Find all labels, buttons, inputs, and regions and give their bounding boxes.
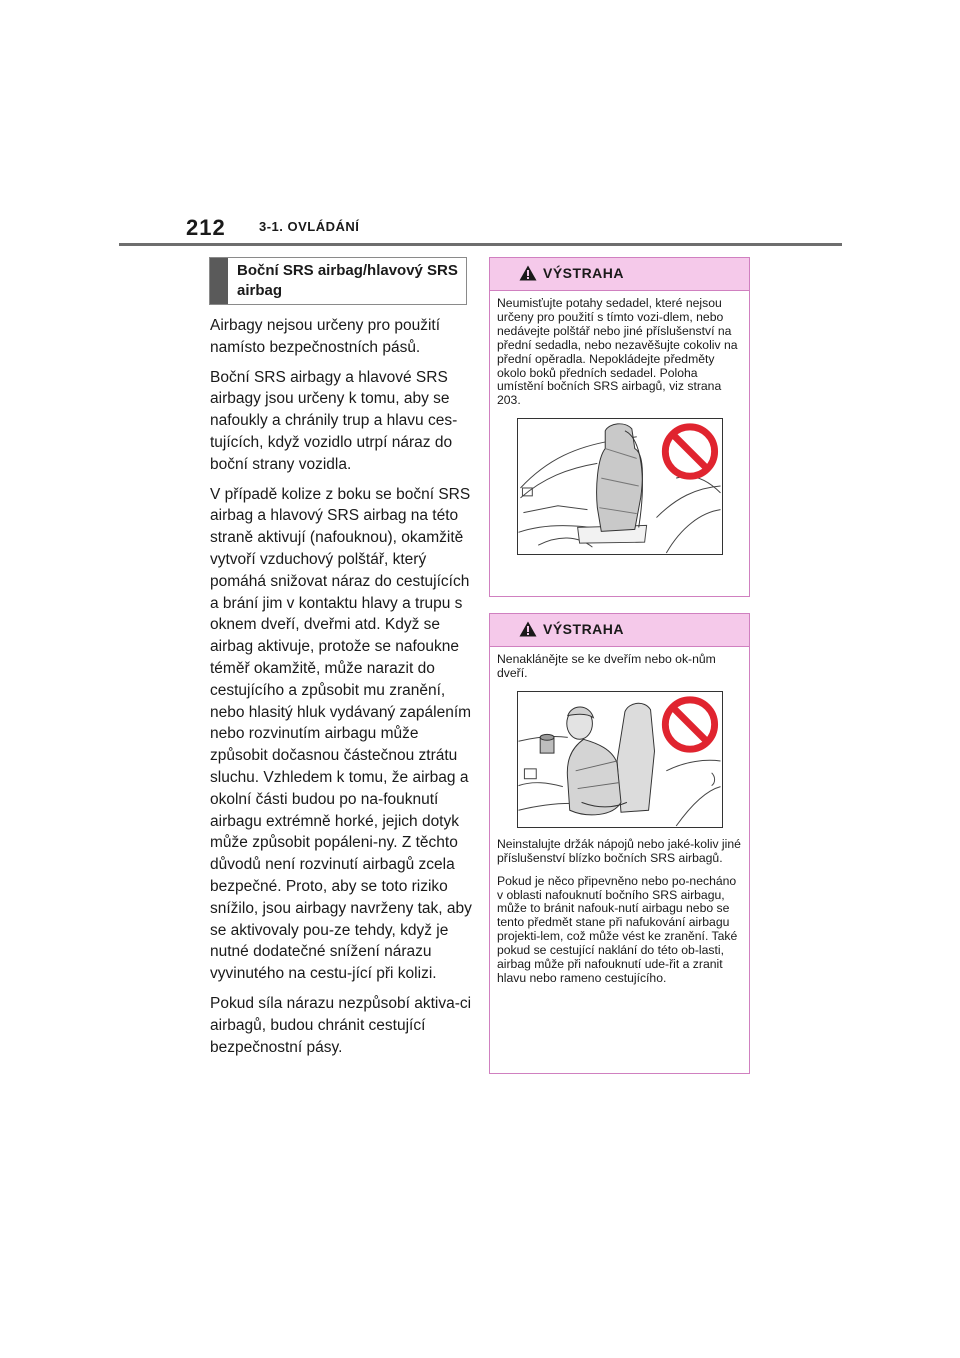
warning-box <box>489 257 750 597</box>
warning-body <box>490 647 749 1003</box>
topic-marker-bar <box>210 258 228 304</box>
page-number: 212 <box>186 215 226 240</box>
warning-label: VÝSTRAHA <box>543 265 625 281</box>
warning-text: Neinstalujte držák nápojů nebo jaké-koliv jiné příslušenství blízko bočních SRS airbagů. <box>497 836 741 865</box>
warning-header <box>490 614 749 647</box>
warning-triangle-icon <box>519 265 537 281</box>
warning-header <box>490 258 749 291</box>
body-paragraph: Boční SRS airbagy a hlavové SRS airbagy jsou určeny k tomu, aby se nafoukly a chránily trup a hlavu ces-tujících, když vozidlo utrpí náraz do boční strany vozidla. <box>210 368 458 473</box>
topic-title: Boční SRS airbag/hlavový SRS airbag <box>237 262 458 299</box>
warning-text: Pokud je něco připevněno nebo po-necháno v oblasti nafouknutí bočního SRS airbagu, může to bránit nafouk-nutí airbagu nebo se tento předmět stane při nafukování airbagu projekti-lem, což může vést ke zranění. Také pokud se cestující naklání do této ob-lasti, airbag může při nafouknutí ude-řit a zranit hlavu nebo rameno cestujícího. <box>497 873 738 985</box>
warning-label: VÝSTRAHA <box>543 621 625 637</box>
warning-body <box>490 291 749 563</box>
body-paragraph: Airbagy nejsou určeny pro použití namísto bezpečnostních pásů. <box>210 317 441 356</box>
topic-heading-box <box>209 257 467 305</box>
seat-cover-prohibited-illustration <box>517 418 723 555</box>
leaning-on-door-prohibited-illustration <box>517 691 723 828</box>
warning-triangle-icon <box>519 621 537 637</box>
body-paragraph: Pokud síla nárazu nezpůsobí aktiva-ci airbagů, budou chránit cestující bezpečnostní pásy. <box>210 994 472 1056</box>
warning-box <box>489 613 750 1074</box>
body-paragraph: V případě kolize z boku se boční SRS airbag a hlavový SRS airbag na této straně aktivují (nafouknou), okamžitě vytvoří vzduchový polštář, který pomáhá snižovat náraz do cestujících a brání jim v kontaktu hlavy a trupu s oknem dveří, dveřmi atd. Když se airbag aktivuje, protože se nafoukne téměř okamžitě, může narazit do cestujícího a způsobit mu zranění, nebo hlasitý hluk vydávaný zapálením nebo rozvinutím airbagu může způsobit dočasnou částečnou ztrátu sluchu. Vzhledem k tomu, že airbag a okolní části budou po na-fouknutí airbagu extrémně horké, jejich dotyk může způsobit popáleni-ny. Z těchto důvodů není rozvinutí airbagů zcela bezpečné. Proto, aby se toto riziko snížilo, jsou airbagy navrženy tak, aby se aktivovaly pou-ze tehdy, když je nutné dodatečné snížení nárazu vyvinutého na cestu-jící při kolizi. <box>210 485 472 983</box>
header-divider <box>119 243 842 246</box>
main-body-text <box>210 315 472 1066</box>
warning-text: Nenaklánějte se ke dveřím nebo ok-nům dveří. <box>497 652 716 680</box>
section-title: 3-1. OVLÁDÁNÍ <box>259 219 360 234</box>
warning-text: Neumisťujte potahy sedadel, které nejsou určeny pro použití s tímto vozi-dlem, nebo nedávejte polštář nebo jiné příslušenství na přední sedadla, nebo nezavěšujte cokoliv na přední opěradla. Nepokládejte předměty okolo boků předních sedadel. Poloha umístění bočních SRS airbagů, viz strana 203. <box>497 296 738 408</box>
